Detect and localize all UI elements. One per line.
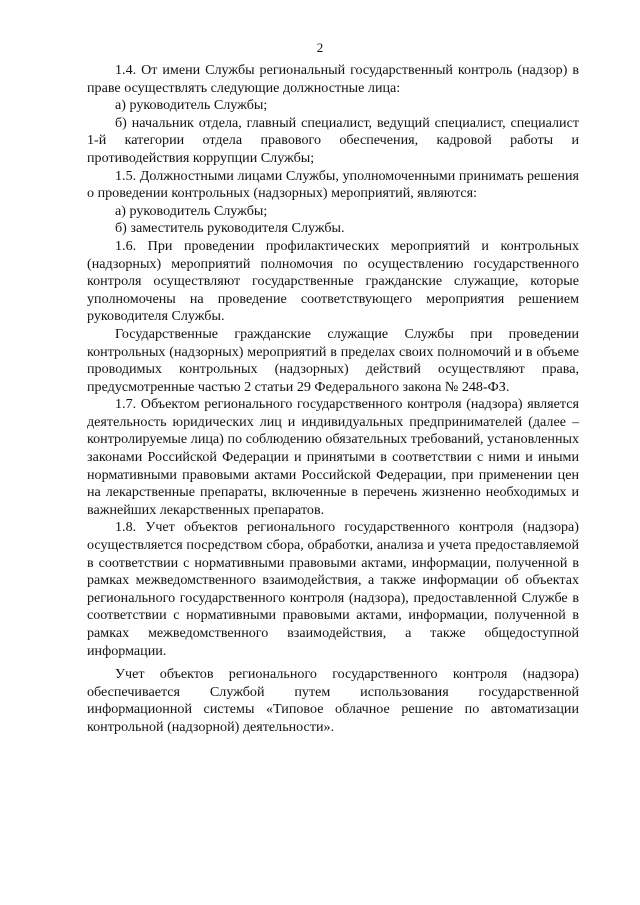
paragraph-civil-servants: Государственные гражданские служащие Службы при проведении контрольных (надзорных) мероприятий в пределах своих полномочий и в объеме проводимых контрольных (надзорных) действий осуществляют права, предусмотренные частью 2 статьи 29 Федерального закона № 248-ФЗ. bbox=[87, 325, 579, 395]
paragraph-accounting: Учет объектов регионального государственного контроля (надзора) обеспечивается Службой путем использования государственной информационной системы «Типовое облачное решение по автоматизации контрольной (надзорной) деятельности». bbox=[87, 666, 579, 735]
list-item-a-head: а) руководитель Службы; bbox=[115, 97, 268, 114]
paragraph-1-7: 1.7. Объектом регионального государственного контроля (надзора) является деятельность юридических лиц и индивидуальных предпринимателей (далее – контролируемые лица) по соблюдению обязательных требований, установленных законами Российской Федерации и принятыми в соответствии с ними и иными нормативными правовыми актами Российской Федерации, при применении цен на лекарственные препараты, включенные в перечень жизненно необходимых и важнейших лекарственных препаратов. bbox=[87, 396, 579, 518]
paragraph-1-4: 1.4. От имени Службы региональный государственный контроль (надзор) в праве осуществлять следующие должностные лица: bbox=[87, 62, 579, 96]
page-number: 2 bbox=[316, 40, 324, 55]
paragraph-1-5: 1.5. Должностными лицами Службы, уполномоченными принимать решения о проведении контрольных (надзорных) мероприятий, являются: bbox=[87, 167, 579, 202]
document-body bbox=[87, 62, 579, 737]
list-item-b-staff: б) начальник отдела, главный специалист, ведущий специалист, специалист 1-й категории отдела правового обеспечения, кадровой работы и противодействия коррупции Службы; bbox=[87, 114, 579, 166]
list-item-b-deputy: б) заместитель руководителя Службы. bbox=[115, 220, 345, 237]
list-item-a-head-2: а) руководитель Службы; bbox=[115, 202, 268, 219]
paragraph-1-6: 1.6. При проведении профилактических мероприятий и контрольных (надзорных) мероприятий полномочия по осуществлению государственного контроля осуществляют государственные гражданские служащие, которые уполномочены на проведение соответствующего мероприятия решением руководителя Службы. bbox=[87, 237, 579, 325]
paragraph-1-8: 1.8. Учет объектов регионального государственного контроля (надзора) осуществляется посредством сбора, обработки, анализа и учета предоставляемой в соответствии с нормативными правовыми актами, информации, полученной в рамках межведомственного взаимодействия, а также информации об объектах регионального государственного контроля (надзора), предоставленной Службе в соответствии с нормативными правовыми актами, информации, полученной в рамках межведомственного взаимодействия, а также общедоступной информации. bbox=[87, 519, 579, 659]
